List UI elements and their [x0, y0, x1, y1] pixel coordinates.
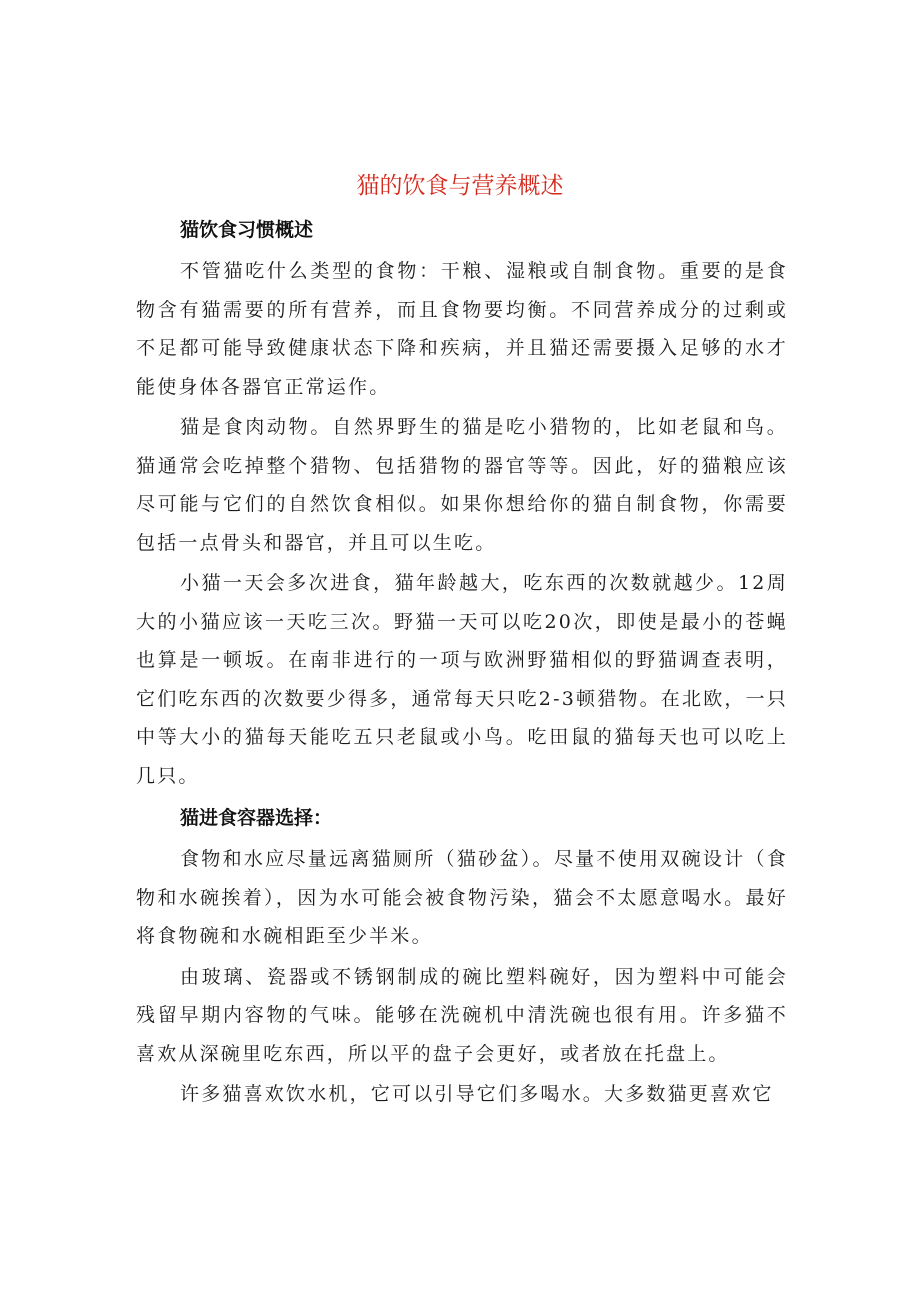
document-title: 猫的饮食与营养概述	[356, 173, 564, 199]
paragraph-feeding-frequency: 小猫一天会多次进食，猫年龄越大，吃东西的次数就越少。12周大的小猫应该一天吃三次。野猫一天可以吃20次，即使是最小的苍蝇也算是一顿坂。在南非进行的一项与欧洲野猫相似的野猫调查表明，它们吃东西的次数要少得多，通常每天只吃2-3顿猎物。在北欧，一只中等大小的猫每天能吃五只老鼠或小鸟。吃田鼠的猫每天也可以吃上几只。	[136, 572, 788, 787]
paragraph-carnivore: 猫是食肉动物。自然界野生的猫是吃小猎物的，比如老鼠和鸟。猫通常会吃掉整个猎物、包括猎物的器官等等。因此，好的猫粮应该尽可能与它们的自然饮食相似。如果你想给你的猫自制食物，你需要包括一点骨头和器官，并且可以生吃。	[136, 416, 788, 554]
paragraph-nutrition-balance: 不管猫吃什么类型的食物：干粮、湿粮或自制食物。重要的是食物含有猫需要的所有营养，而且食物要均衡。不同营养成分的过剩或不足都可能导致健康状态下降和疾病，并且猫还需要摄入足够的水才能使身体各器官正常运作。	[136, 260, 788, 398]
document-body	[136, 210, 788, 1114]
paragraph-bowl-placement: 食物和水应尽量远离猫厕所（猫砂盆）。尽量不使用双碗设计（食物和水碗挨着），因为水可能会被食物污染，猫会不太愿意喝水。最好将食物碗和水碗相距至少半米。	[136, 848, 788, 947]
paragraph-bowl-material: 由玻璃、瓷器或不锈钢制成的碗比塑料碗好，因为塑料中可能会残留早期内容物的气味。能够在洗碗机中清洗碗也很有用。许多猫不喜欢从深碗里吃东西，所以平的盘子会更好，或者放在托盘上。	[136, 965, 788, 1065]
section-heading-food-containers: 猫进食容器选择：	[180, 807, 333, 829]
paragraph-water-fountain: 许多猫喜欢饮水机，它可以引导它们多喝水。大多数猫更喜欢它	[180, 1083, 774, 1105]
section-heading-eating-habits: 猫饮食习惯概述	[180, 219, 314, 241]
